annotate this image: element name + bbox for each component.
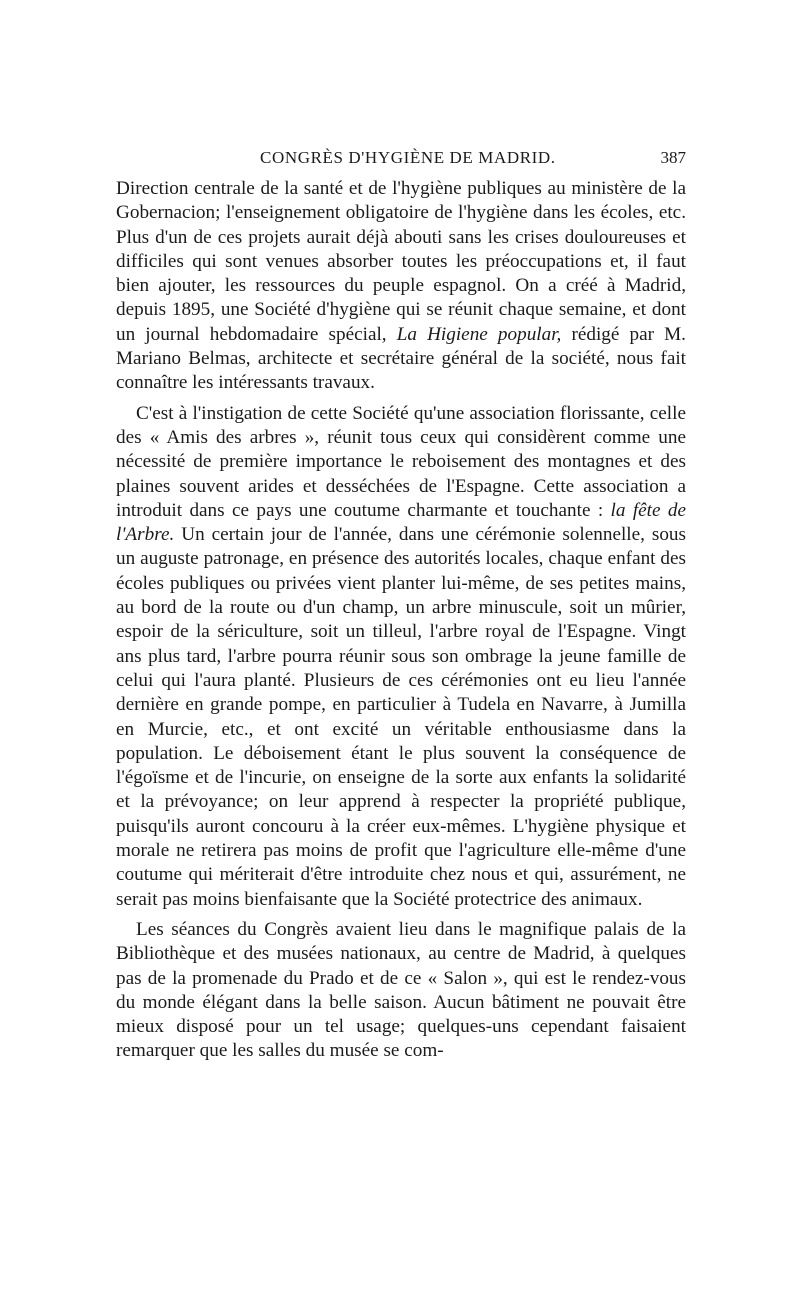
paragraph-1-text-end: rédigé par M. Mariano Belmas, architecte et secrétaire général de la société, nous fait connaître les intéressants travaux. [116,323,686,394]
paragraph-2-text-start: C'est à l'instigation de cette Société qu'une association florissante, celle des « Amis des arbres », réunit tous ceux qui considèrent comme une nécessité de première importance le reboisement des montagnes et des plaines souvent arides et desséchées de l'Espagne. Cette association a introduit dans ce pays une coutume charmante et touchante : [116,402,686,521]
fete-arbre-italic: la fête de l'Arbre. [116,499,686,546]
page-header [116,148,686,178]
page-number: 387 [660,148,686,167]
running-title: CONGRÈS D'HYGIÈNE DE MADRID. [260,148,556,167]
journal-title-italic: La Higiene popular, [396,323,562,345]
paragraph-2 [116,402,686,912]
paragraph-1 [116,177,686,396]
paragraph-2-text-end: Un certain jour de l'année, dans une cérémonie solennelle, sous un auguste patronage, en présence des autorités locales, chaque enfant des écoles publiques ou privées vient planter lui-même, de ses petites mains, au bord de la route ou d'un champ, un arbre minuscule, soit un mûrier, espoir de la sériculture, soit un tilleul, l'arbre royal de l'Espagne. Vingt ans plus tard, l'arbre pourra réunir sous son ombrage la jeune famille de celui qui l'aura planté. Plusieurs de ces cérémonies ont eu lieu l'année dernière en grande pompe, en particulier à Tudela en Navarre, à Jumilla en Murcie, etc., et ont excité un véritable enthousiasme dans la population. Le déboisement étant le plus souvent la conséquence de l'égoïsme et de l'incurie, on enseigne de la sorte aux enfants la solidarité et la prévoyance; on leur apprend à respecter la propriété publique, puisqu'ils auront concouru à la créer eux-mêmes. L'hygiène physique et morale ne retirera pas moins de profit que l'agriculture elle-même d'une coutume qui mériterait d'être introduite chez nous et qui, assurément, ne serait pas moins bienfaisante que la Société protectrice des animaux. [116,524,686,910]
paragraph-1-text-start: Direction centrale de la santé et de l'hygiène publiques au ministère de la Gobernacion; l'enseignement obligatoire de l'hygiène dans les écoles, etc. Plus d'un de ces projets aurait déjà abouti sans les crises douloureuses et difficiles qui sont venues absorber toutes les préoccupations et, il faut bien ajouter, les ressources du peuple espagnol. On a créé à Madrid, depuis 1895, une Société d'hygiène qui se réunit chaque semaine, et dont un journal hebdomadaire spécial, [116,178,686,345]
paragraph-3-text: Les séances du Congrès avaient lieu dans le magnifique palais de la Bibliothèque et des musées nationaux, au centre de Madrid, à quelques pas de la promenade du Prado et de ce « Salon », qui est le rendez-vous du monde élégant dans la belle saison. Aucun bâtiment ne pouvait être mieux disposé pour un tel usage; quelques-uns cependant faisaient remarquer que les salles du musée se com- [116,918,686,1062]
paragraph-3 [116,918,686,1064]
body-text [116,177,686,1064]
